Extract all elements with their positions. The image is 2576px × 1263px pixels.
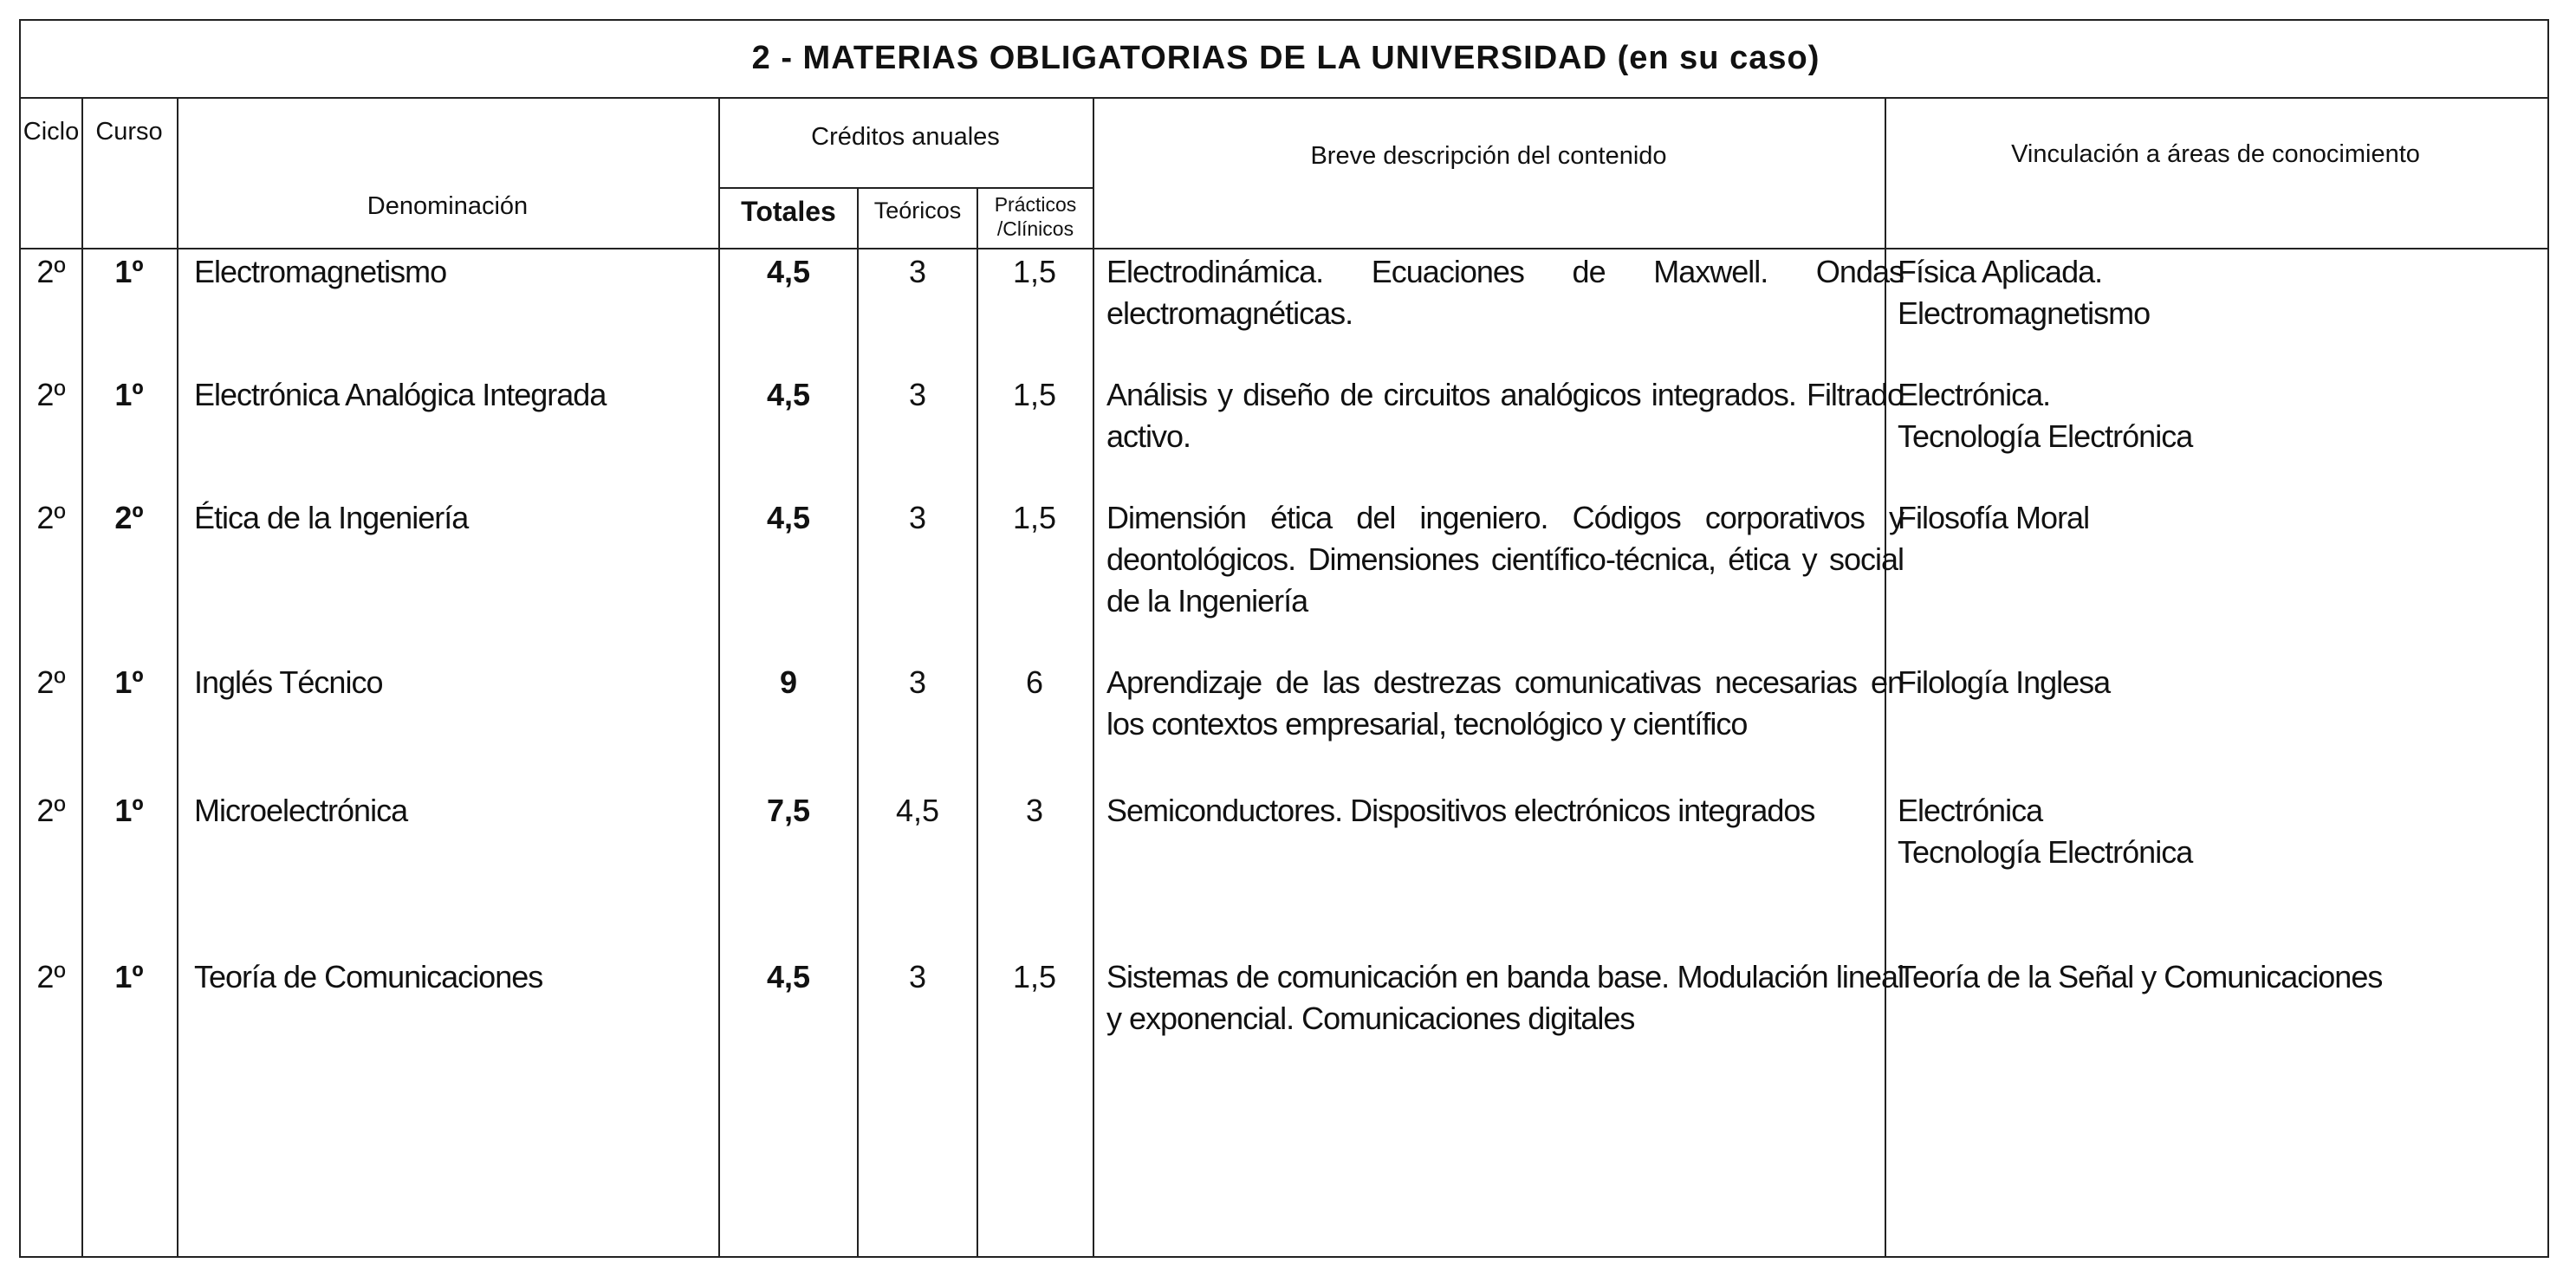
header-teoricos: Teóricos xyxy=(873,198,962,223)
cell-denominacion: Ética de la Ingeniería xyxy=(194,500,469,535)
page-title: 2 - MATERIAS OBLIGATORIAS DE LA UNIVERSIDAD (en su caso) xyxy=(751,40,1820,76)
cell-practicos: 1,5 xyxy=(1012,959,1057,994)
cell-practicos: 1,5 xyxy=(1012,500,1057,535)
cell-ciclo: 2º xyxy=(36,377,66,412)
cell-vinculacion-2: Electromagnetismo xyxy=(1898,295,2151,331)
col-divider-6 xyxy=(1093,99,1094,1256)
cell-denominacion: Electromagnetismo xyxy=(194,254,447,289)
cell-ciclo: 2º xyxy=(36,254,66,289)
header-divider xyxy=(21,248,2547,249)
cell-practicos: 1,5 xyxy=(1012,377,1057,412)
cell-totales: 4,5 xyxy=(766,377,811,412)
cell-ciclo: 2º xyxy=(36,793,66,828)
header-vinculacion: Vinculación a áreas de conocimiento xyxy=(2011,140,2420,168)
cell-totales: 9 xyxy=(779,664,798,700)
cell-denominacion: Inglés Técnico xyxy=(194,664,383,700)
cell-denominacion: Microelectrónica xyxy=(194,793,408,828)
cell-vinculacion-1: Filología Inglesa xyxy=(1898,664,2111,700)
col-divider-4 xyxy=(857,189,859,1256)
cell-practicos: 6 xyxy=(1025,664,1044,700)
cell-totales: 7,5 xyxy=(766,793,811,828)
header-ciclo: Ciclo xyxy=(23,118,80,146)
cell-descripcion: Electrodinámica. Ecuaciones de Maxwell. Ondas electromagnéticas. xyxy=(1106,254,1904,331)
header-curso: Curso xyxy=(95,118,163,146)
header-practicos: Prácticos /Clínicos xyxy=(994,193,1077,240)
col-divider-2 xyxy=(177,99,178,1256)
cell-curso: 2º xyxy=(114,500,144,535)
cell-totales: 4,5 xyxy=(766,959,811,994)
cell-practicos: 3 xyxy=(1025,793,1044,828)
table-frame xyxy=(19,19,2549,1258)
cell-teoricos: 3 xyxy=(908,500,927,535)
header-descripcion: Breve descripción del contenido xyxy=(1310,142,1667,170)
cell-teoricos: 3 xyxy=(908,254,927,289)
cell-vinculacion-2: Tecnología Electrónica xyxy=(1898,834,2193,870)
cell-teoricos: 3 xyxy=(908,664,927,700)
header-totales: Totales xyxy=(741,196,836,227)
cell-descripcion: Análisis y diseño de circuitos analógicos integrados. Filtrado activo. xyxy=(1106,377,1904,454)
cell-descripcion: Dimensión ética del ingeniero. Códigos corporativos y deontológicos. Dimensiones científico-técnica, ética y social de la Ingeniería xyxy=(1106,500,1904,619)
cell-curso: 1º xyxy=(114,377,144,412)
cell-ciclo: 2º xyxy=(36,500,66,535)
header-creditos: Créditos anuales xyxy=(811,123,1000,151)
cell-ciclo: 2º xyxy=(36,959,66,994)
cell-curso: 1º xyxy=(114,254,144,289)
cell-vinculacion-1: Electrónica xyxy=(1898,793,2043,828)
cell-denominacion: Teoría de Comunicaciones xyxy=(194,959,543,994)
cell-teoricos: 4,5 xyxy=(895,793,940,828)
cell-vinculacion-1: Física Aplicada. xyxy=(1898,254,2103,289)
cell-descripcion: Semiconductores. Dispositivos electrónicos integrados xyxy=(1106,793,1815,828)
cell-totales: 4,5 xyxy=(766,500,811,535)
cell-curso: 1º xyxy=(114,959,144,994)
credits-subheader-divider xyxy=(718,187,1093,189)
cell-teoricos: 3 xyxy=(908,377,927,412)
cell-denominacion: Electrónica Analógica Integrada xyxy=(194,377,607,412)
cell-vinculacion-1: Filosofía Moral xyxy=(1898,500,2090,535)
cell-vinculacion-1: Teoría de la Señal y Comunicaciones xyxy=(1898,959,2383,994)
cell-vinculacion-2: Tecnología Electrónica xyxy=(1898,418,2193,454)
header-denominacion: Denominación xyxy=(367,192,529,220)
cell-practicos: 1,5 xyxy=(1012,254,1057,289)
cell-descripcion: Aprendizaje de las destrezas comunicativas necesarias en los contextos empresarial, tecnológico y científico xyxy=(1106,664,1904,742)
cell-vinculacion-1: Electrónica. xyxy=(1898,377,2051,412)
cell-totales: 4,5 xyxy=(766,254,811,289)
cell-curso: 1º xyxy=(114,793,144,828)
cell-teoricos: 3 xyxy=(908,959,927,994)
cell-ciclo: 2º xyxy=(36,664,66,700)
title-divider xyxy=(21,97,2547,99)
cell-curso: 1º xyxy=(114,664,144,700)
col-divider-5 xyxy=(977,189,978,1256)
cell-descripcion: Sistemas de comunicación en banda base. Modulación lineal y exponencial. Comunicaciones digitales xyxy=(1106,959,1904,1036)
